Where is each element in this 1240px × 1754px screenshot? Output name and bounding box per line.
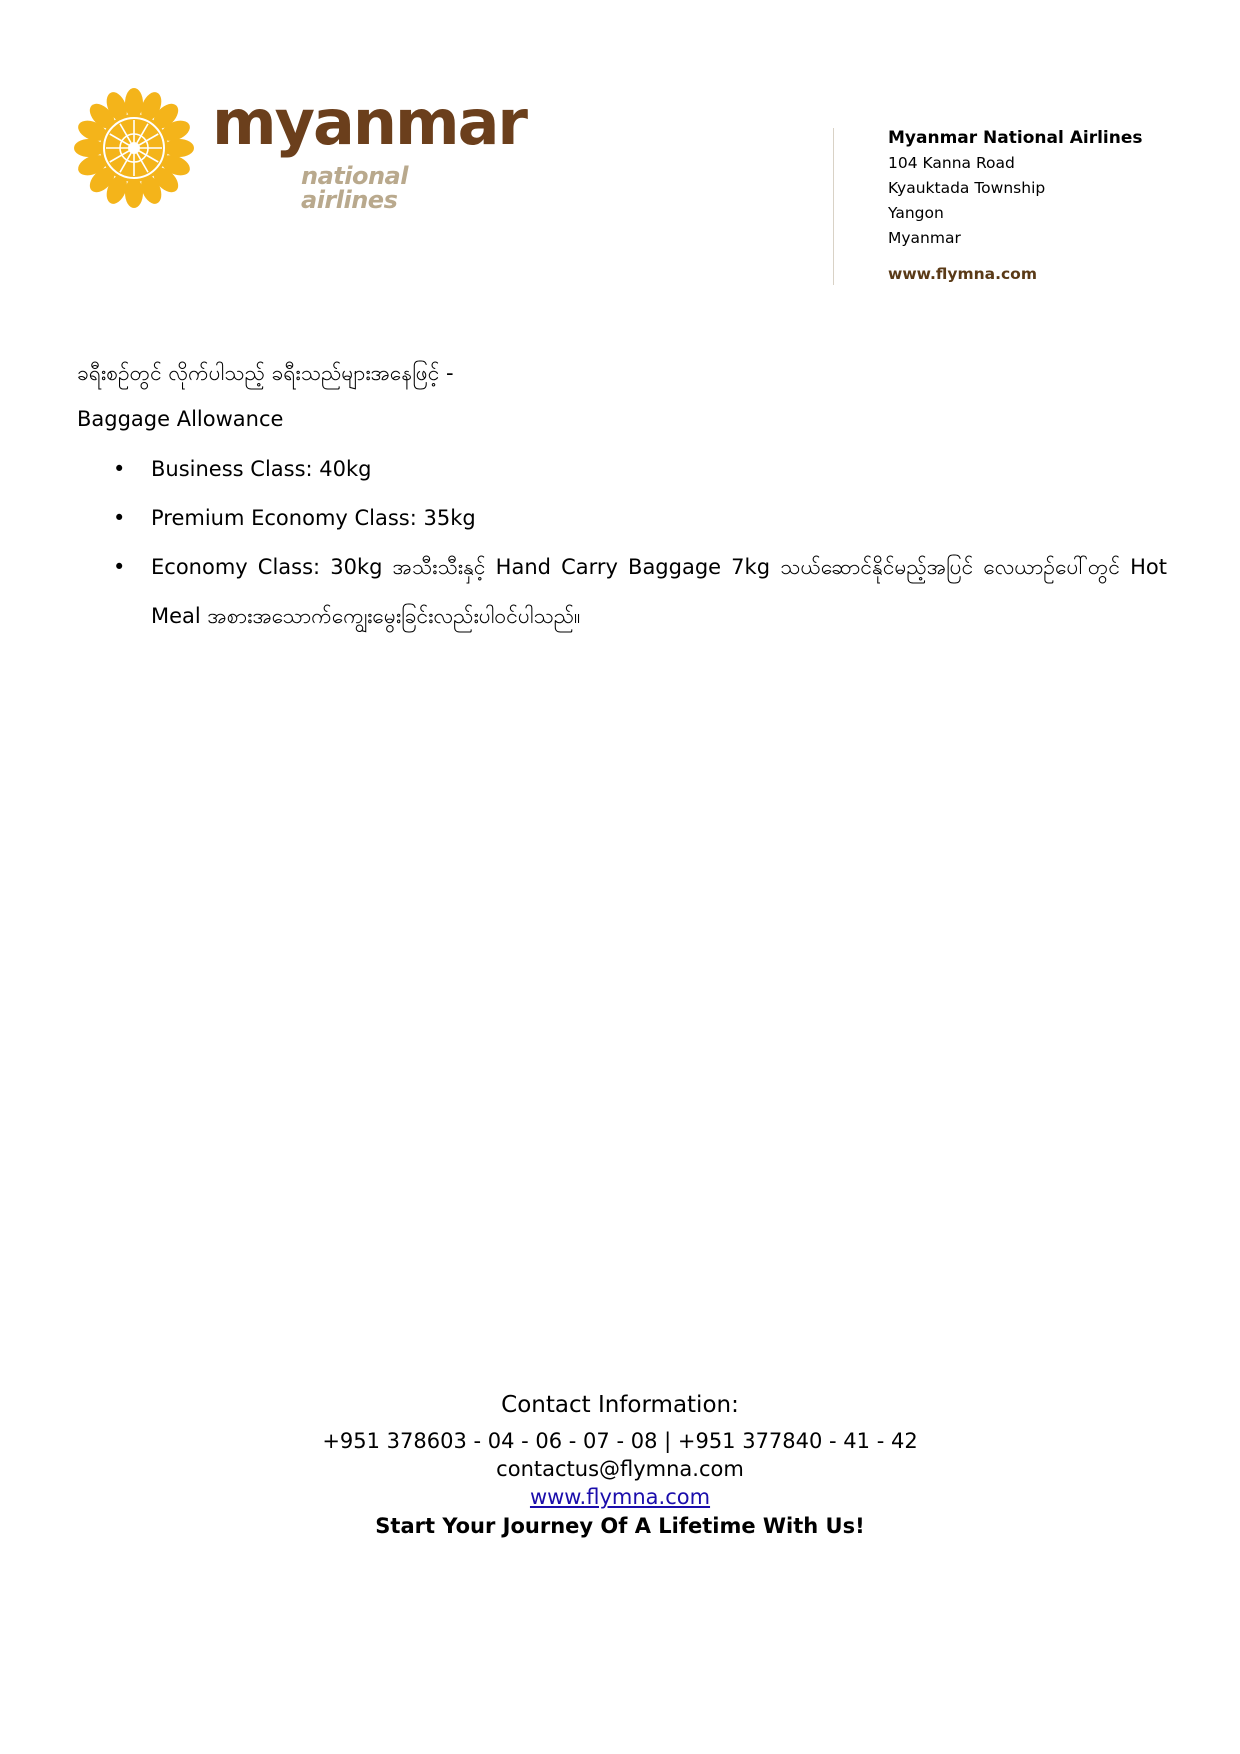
list-item-text: Business Class: 40kg (151, 457, 372, 481)
bullet-icon: • (113, 555, 126, 579)
company-name: Myanmar National Airlines (888, 128, 1143, 148)
contact-footer (0, 1390, 1240, 1541)
baggage-list (77, 445, 1167, 641)
flower-emblem-icon (74, 88, 194, 208)
contact-email[interactable]: contactus@flymna.com (496, 1457, 744, 1481)
list-item (77, 445, 1167, 494)
address-line: 104 Kanna Road (888, 154, 1015, 172)
header-website-link[interactable]: www.flymna.com (888, 265, 1037, 283)
address-line: Kyauktada Township (888, 179, 1046, 197)
phone-numbers: +951 378603 - 04 - 06 - 07 - 08 | +951 377840 - 41 - 42 (322, 1429, 918, 1453)
document-body (77, 350, 1167, 641)
list-item (77, 494, 1167, 543)
intro-text: ခရီးစဉ်တွင် လိုက်ပါသည့် ခရီးသည်များအနေဖြင့် - (77, 361, 454, 385)
logo-subtitle: national airlines (301, 162, 408, 214)
header-divider (833, 128, 834, 285)
company-address-block (888, 126, 1143, 287)
list-item (77, 543, 1167, 641)
address-line: Myanmar (888, 229, 961, 247)
tagline: Start Your Journey Of A Lifetime With Us! (375, 1514, 865, 1538)
list-item-text: Economy Class: 30kg အသီးသီးနှင့် Hand Carry Baggage 7kg သယ်ဆောင်နိုင်မည့်အပြင် လေယာဉ်ပေါ်တွင် Hot Meal အစားအသောက်ကျွေးမွေးခြင်းလည်းပါဝင်ပါသည်။ (151, 555, 1167, 628)
bullet-icon: • (113, 506, 126, 530)
company-logo (74, 86, 527, 216)
logo-wordmark: myanmar (212, 86, 527, 159)
bullet-icon: • (113, 457, 126, 481)
baggage-allowance-heading: Baggage Allowance (77, 407, 284, 431)
contact-title: Contact Information: (501, 1392, 739, 1418)
list-item-text: Premium Economy Class: 35kg (151, 506, 476, 530)
footer-website-link[interactable]: www.flymna.com (529, 1485, 711, 1509)
address-line: Yangon (888, 204, 944, 222)
